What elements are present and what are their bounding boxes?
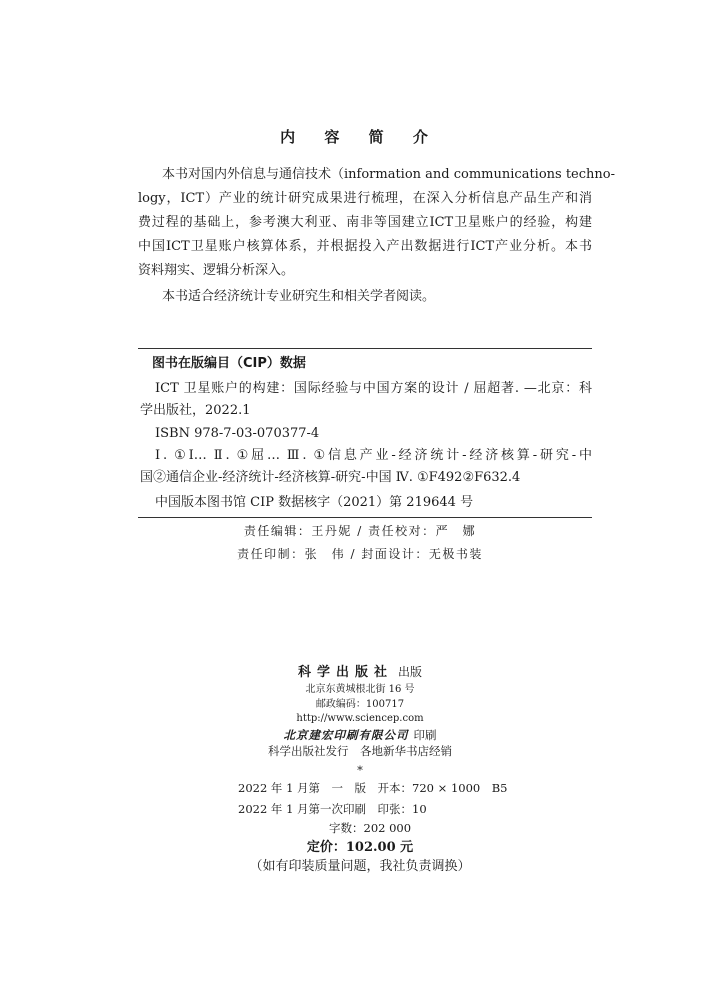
cip-line-5: 国②通信企业-经济统计-经济核算-研究-中国 Ⅳ. ①F492②F632.4	[140, 470, 521, 485]
publisher-name: 科学出版社	[297, 665, 393, 680]
divider-bottom	[138, 517, 592, 518]
summary-line-1: 本书对国内外信息与通信技术（information and communications techno-	[162, 167, 615, 182]
cip-record-number: 中国版本图书馆 CIP 数据核字（2021）第 219644 号	[155, 495, 474, 510]
publisher-address: 北京东黄城根北街 16 号	[305, 684, 415, 695]
cip-isbn: ISBN 978-7-03-070377-4	[155, 426, 320, 441]
summary-line-3: 费过程的基础上，参考澳大利亚、南非等国建立ICT卫星账户的经验，构建	[138, 215, 592, 230]
cip-line-2: 学出版社，2022.1	[140, 403, 251, 418]
price: 定价：102.00 元	[306, 840, 414, 855]
printer-line	[0, 726, 720, 743]
summary-title: 内 容 简 介	[280, 128, 440, 146]
divider-top	[138, 348, 592, 349]
summary-line-4: 中国ICT卫星账户核算体系，并根据投入产出数据进行ICT产业分析。本书	[138, 239, 592, 254]
printing-info: 2022 年 1 月第一次印刷 印张：10	[238, 802, 427, 816]
publisher-postcode: 邮政编码：100717	[315, 699, 405, 710]
summary-paragraph-2: 本书适合经济统计专业研究生和相关学者阅读。	[162, 289, 436, 304]
cip-heading: 图书在版编目（CIP）数据	[152, 356, 306, 371]
word-count: 字数：202 000	[329, 821, 412, 835]
cip-line-1: ICT 卫星账户的构建：国际经验与中国方案的设计 / 屈超著. —北京：科	[155, 381, 592, 396]
credits-line-2: 责任印制：张 伟 / 封面设计：无极书装	[237, 547, 483, 561]
quality-notice: （如有印装质量问题，我社负责调换）	[249, 859, 471, 874]
separator-asterisk: *	[357, 763, 363, 777]
distribution: 科学出版社发行 各地新华书店经销	[268, 744, 452, 758]
edition-info: 2022 年 1 月第 一 版 开本：720 × 1000 B5	[238, 781, 508, 795]
cip-line-4: Ⅰ. ①I… Ⅱ. ①屈… Ⅲ. ①信息产业-经济统计-经济核算-研究-中	[155, 448, 592, 463]
summary-line-5: 资料翔实、逻辑分析深入。	[138, 263, 295, 278]
publisher-url: http://www.sciencep.com	[296, 713, 424, 724]
summary-line-2: logy，ICT）产业的统计研究成果进行梳理，在深入分析信息产品生产和消	[138, 191, 592, 206]
printer-role: 印刷	[413, 728, 437, 742]
printer-name: 北京建宏印刷有限公司	[283, 728, 409, 742]
publisher-line	[0, 661, 720, 683]
credits-line-1: 责任编辑：王丹妮 / 责任校对：严 娜	[243, 524, 477, 538]
publisher-role: 出版	[398, 665, 423, 679]
